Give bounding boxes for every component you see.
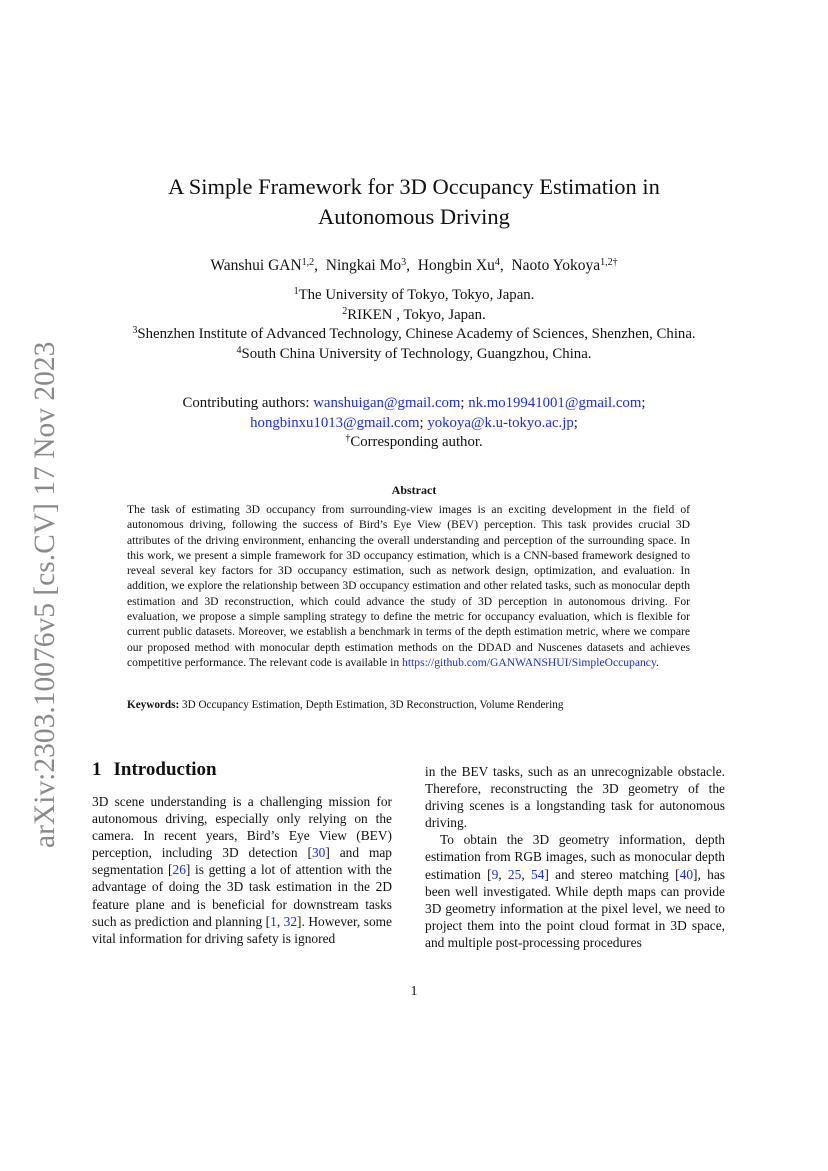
- abstract-heading: Abstract: [391, 483, 437, 497]
- affiliation: $^2$RIKEN , Tokyo, Japan.: [342, 305, 486, 323]
- affiliations: [0, 286, 828, 364]
- affiliation: $^1$The University of Tokyo, Tokyo, Japan.: [293, 286, 535, 303]
- paragraph: 3D scene understanding is a challenging mission for autonomous driving, especially only relying on the camera. In recent years, Bird’s Eye View (BEV) perception, including 3D detection [30] and map segmentation [26] is getting a lot of attention with the advantage of doing the 3D task estimation in the 2D feature plane and is beneficial for downstream tasks such as prediction and planning [1, 32]. However, some vital information for driving safety is ignored: [92, 794, 392, 946]
- author: Ningkai Mo$^3$: [325, 257, 407, 274]
- email-link[interactable]: nk.mo19941001@gmail.com: [468, 395, 642, 411]
- corresponding-note: †Corresponding author.: [345, 433, 483, 450]
- abstract-body: The task of estimating 3D occupancy from surrounding-view images is an exciting development in the field of autonomous driving, following the success of Bird’s Eye View (BEV) perception. This task provides crucial 3D attributes of the driving environment, enhancing the overall understanding and perception of the surrounding space. In this work, we present a simple framework for 3D occupancy estimation, which is a CNN-based framework designed to reveal several key factors for 3D occupancy estimation, such as network design, optimization, and evaluation. In addition, we explore the relationship between 3D occupancy estimation and other related tasks, such as monocular depth estimation and 3D reconstruction, which could advance the study of 3D perception in autonomous driving. For evaluation, we propose a simple sampling strategy to define the metric for occupancy evaluation, which is flexible for current public datasets. Moreover, we establish a benchmark in terms of the depth estimation metric, where we compare our proposed method with monocular depth estimation methods on the DDAD and Nuscenes datasets and achieves competitive performance. The relevant code is available in https://github.com/GANWANSHUI/SimpleOccupancy.: [127, 503, 690, 669]
- title-line-1: A Simple Framework for 3D Occupancy Estimation in: [168, 174, 660, 199]
- citation-link[interactable]: 1: [270, 913, 277, 929]
- citation-link[interactable]: 54: [530, 866, 545, 882]
- author: Wanshui GAN$^{1,2}$: [210, 257, 315, 274]
- page-number: 1: [410, 984, 418, 999]
- email-link[interactable]: wanshuigan@gmail.com: [313, 395, 461, 411]
- section-heading: 1 Introduction: [92, 759, 217, 780]
- citation-link[interactable]: 9: [491, 866, 499, 882]
- intro-right-column: [425, 763, 725, 951]
- author: Hongbin Xu$^4$: [417, 257, 500, 274]
- author-list: Wanshui GAN$^{1,2}$, Ningkai Mo$^3$, Hongbin Xu$^4$, Naoto Yokoya$^{1,2\dagger}$: [210, 257, 618, 274]
- citation-link[interactable]: 25: [507, 866, 522, 882]
- contributing-authors: Contributing authors: wanshuigan@gmail.com; nk.mo19941001@gmail.com; hongbinxu1013@gmail.com; yokoya@k.u-tokyo.ac.jp; †Corresponding author.: [0, 394, 828, 453]
- title-line-2: Autonomous Driving: [318, 204, 510, 229]
- paragraph: in the BEV tasks, such as an unrecognizable obstacle. Therefore, reconstructing the 3D geometry of the driving scenes is a longstanding task for autonomous driving.: [425, 764, 725, 831]
- email-link[interactable]: hongbinxu1013@gmail.com: [250, 414, 420, 431]
- paragraph: To obtain the 3D geometry information, depth estimation from RGB images, such as monocular depth estimation [9, 25, 54] and stereo matching [40], has been well investigated. While depth maps can provide 3D geometry information at the pixel level, we need to project them into the point cloud format in 3D space, and multiple post-processing procedures: [425, 832, 725, 950]
- code-link[interactable]: https://github.com/GANWANSHUI/SimpleOccupancy: [402, 655, 656, 669]
- citation-link[interactable]: 26: [172, 862, 186, 878]
- arxiv-sidebar: arXiv:2303.10076v5 [cs.CV] 17 Nov 2023: [29, 341, 61, 848]
- keywords: Keywords: 3D Occupancy Estimation, Depth Estimation, 3D Reconstruction, Volume Rendering: [127, 699, 564, 711]
- citation-link[interactable]: 30: [311, 845, 326, 861]
- paper-title: [0, 172, 828, 232]
- intro-left-column: [92, 793, 392, 947]
- email-link[interactable]: yokoya@k.u-tokyo.ac.jp: [427, 414, 574, 431]
- citation-link[interactable]: 40: [679, 866, 694, 882]
- affiliation: $^3$Shenzhen Institute of Advanced Technology, Chinese Academy of Sciences, Shenzhen, China.: [132, 325, 696, 342]
- affiliation: $^4$South China University of Technology, Guangzhou, China.: [236, 344, 592, 362]
- citation-link[interactable]: 32: [283, 913, 298, 929]
- author: Naoto Yokoya$^{1,2\dagger}$: [511, 257, 618, 274]
